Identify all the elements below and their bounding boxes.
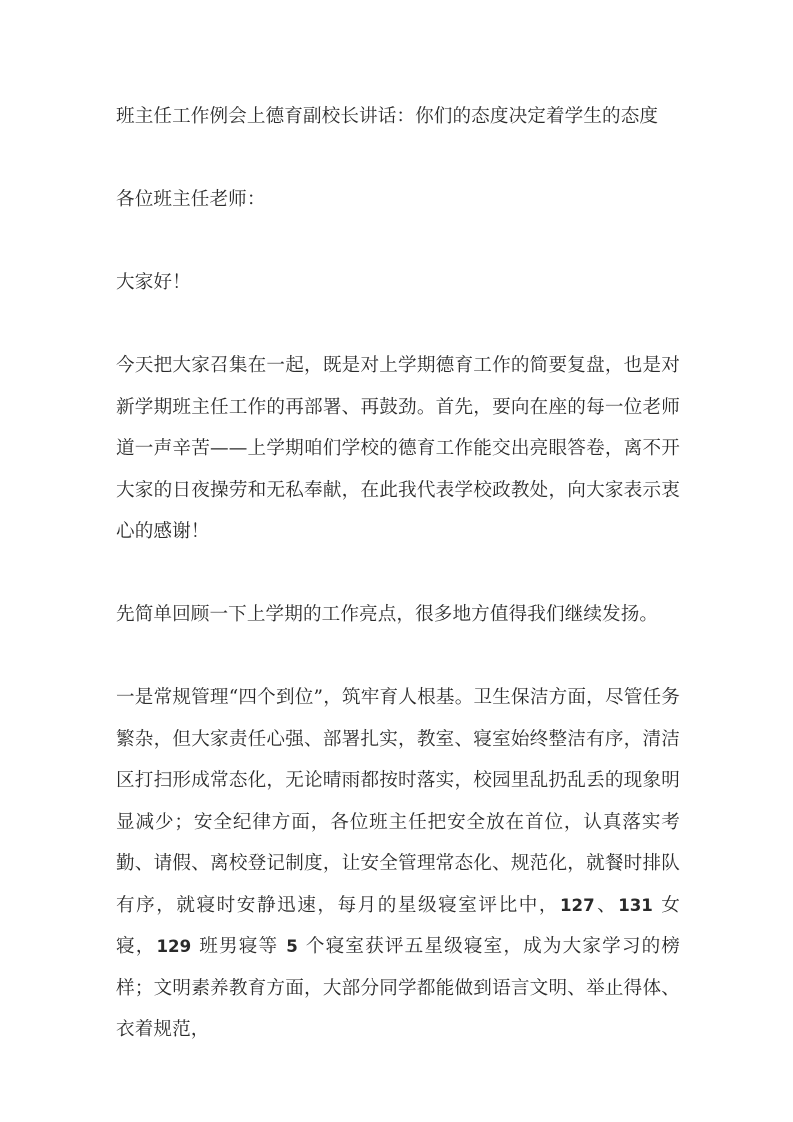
- opening-paragraph: 今天把大家召集在一起，既是对上学期德育工作的简要复盘，也是对新学期班主任工作的再部署、再鼓劲。首先，要向在座的每一位老师道一声辛苦——上学期咱们学校的德育工作能交出亮眼答卷，离不开大家的日夜操劳和无私奉献，在此我代表学校政教处，向大家表示衷心的感谢！: [116, 355, 680, 542]
- inline-number: 5: [286, 937, 298, 956]
- review-lead-paragraph: 先简单回顾一下上学期的工作亮点，很多地方值得我们继续发扬。: [116, 604, 659, 625]
- greeting-line: 大家好！: [116, 272, 191, 293]
- document-title: 班主任工作例会上德育副校长讲话：你们的态度决定着学生的态度: [116, 106, 659, 127]
- salutation-line: 各位班主任老师：: [116, 189, 266, 210]
- inline-number: 131: [618, 895, 653, 915]
- document-text-body: [116, 96, 680, 1051]
- point-one-paragraph: 一是常规管理“四个到位”，筑牢育人根基。卫生保洁方面，尽管任务繁杂，但大家责任心强、部署扎实，教室、寝室始终整洁有序，清洁区打扫形成常态化，无论晴雨都按时落实，校园里乱扔乱丢的现象明显减少；安全纪律方面，各位班主任把安全放在首位，认真落实考勤、请假、离校登记制度，让安全管理常态化、规范化，就餐时排队有序，就寝时安静迅速，每月的星级寝室评比中，127、131 女寝，129 班男寝等 5 个寝室获评五星级寝室，成为大家学习的榜样；文明素养教育方面，大部分同学都能做到语言文明、举止得体、衣着规范，: [116, 687, 681, 1040]
- inline-number: 129: [156, 937, 192, 956]
- inline-number: 127: [559, 895, 595, 915]
